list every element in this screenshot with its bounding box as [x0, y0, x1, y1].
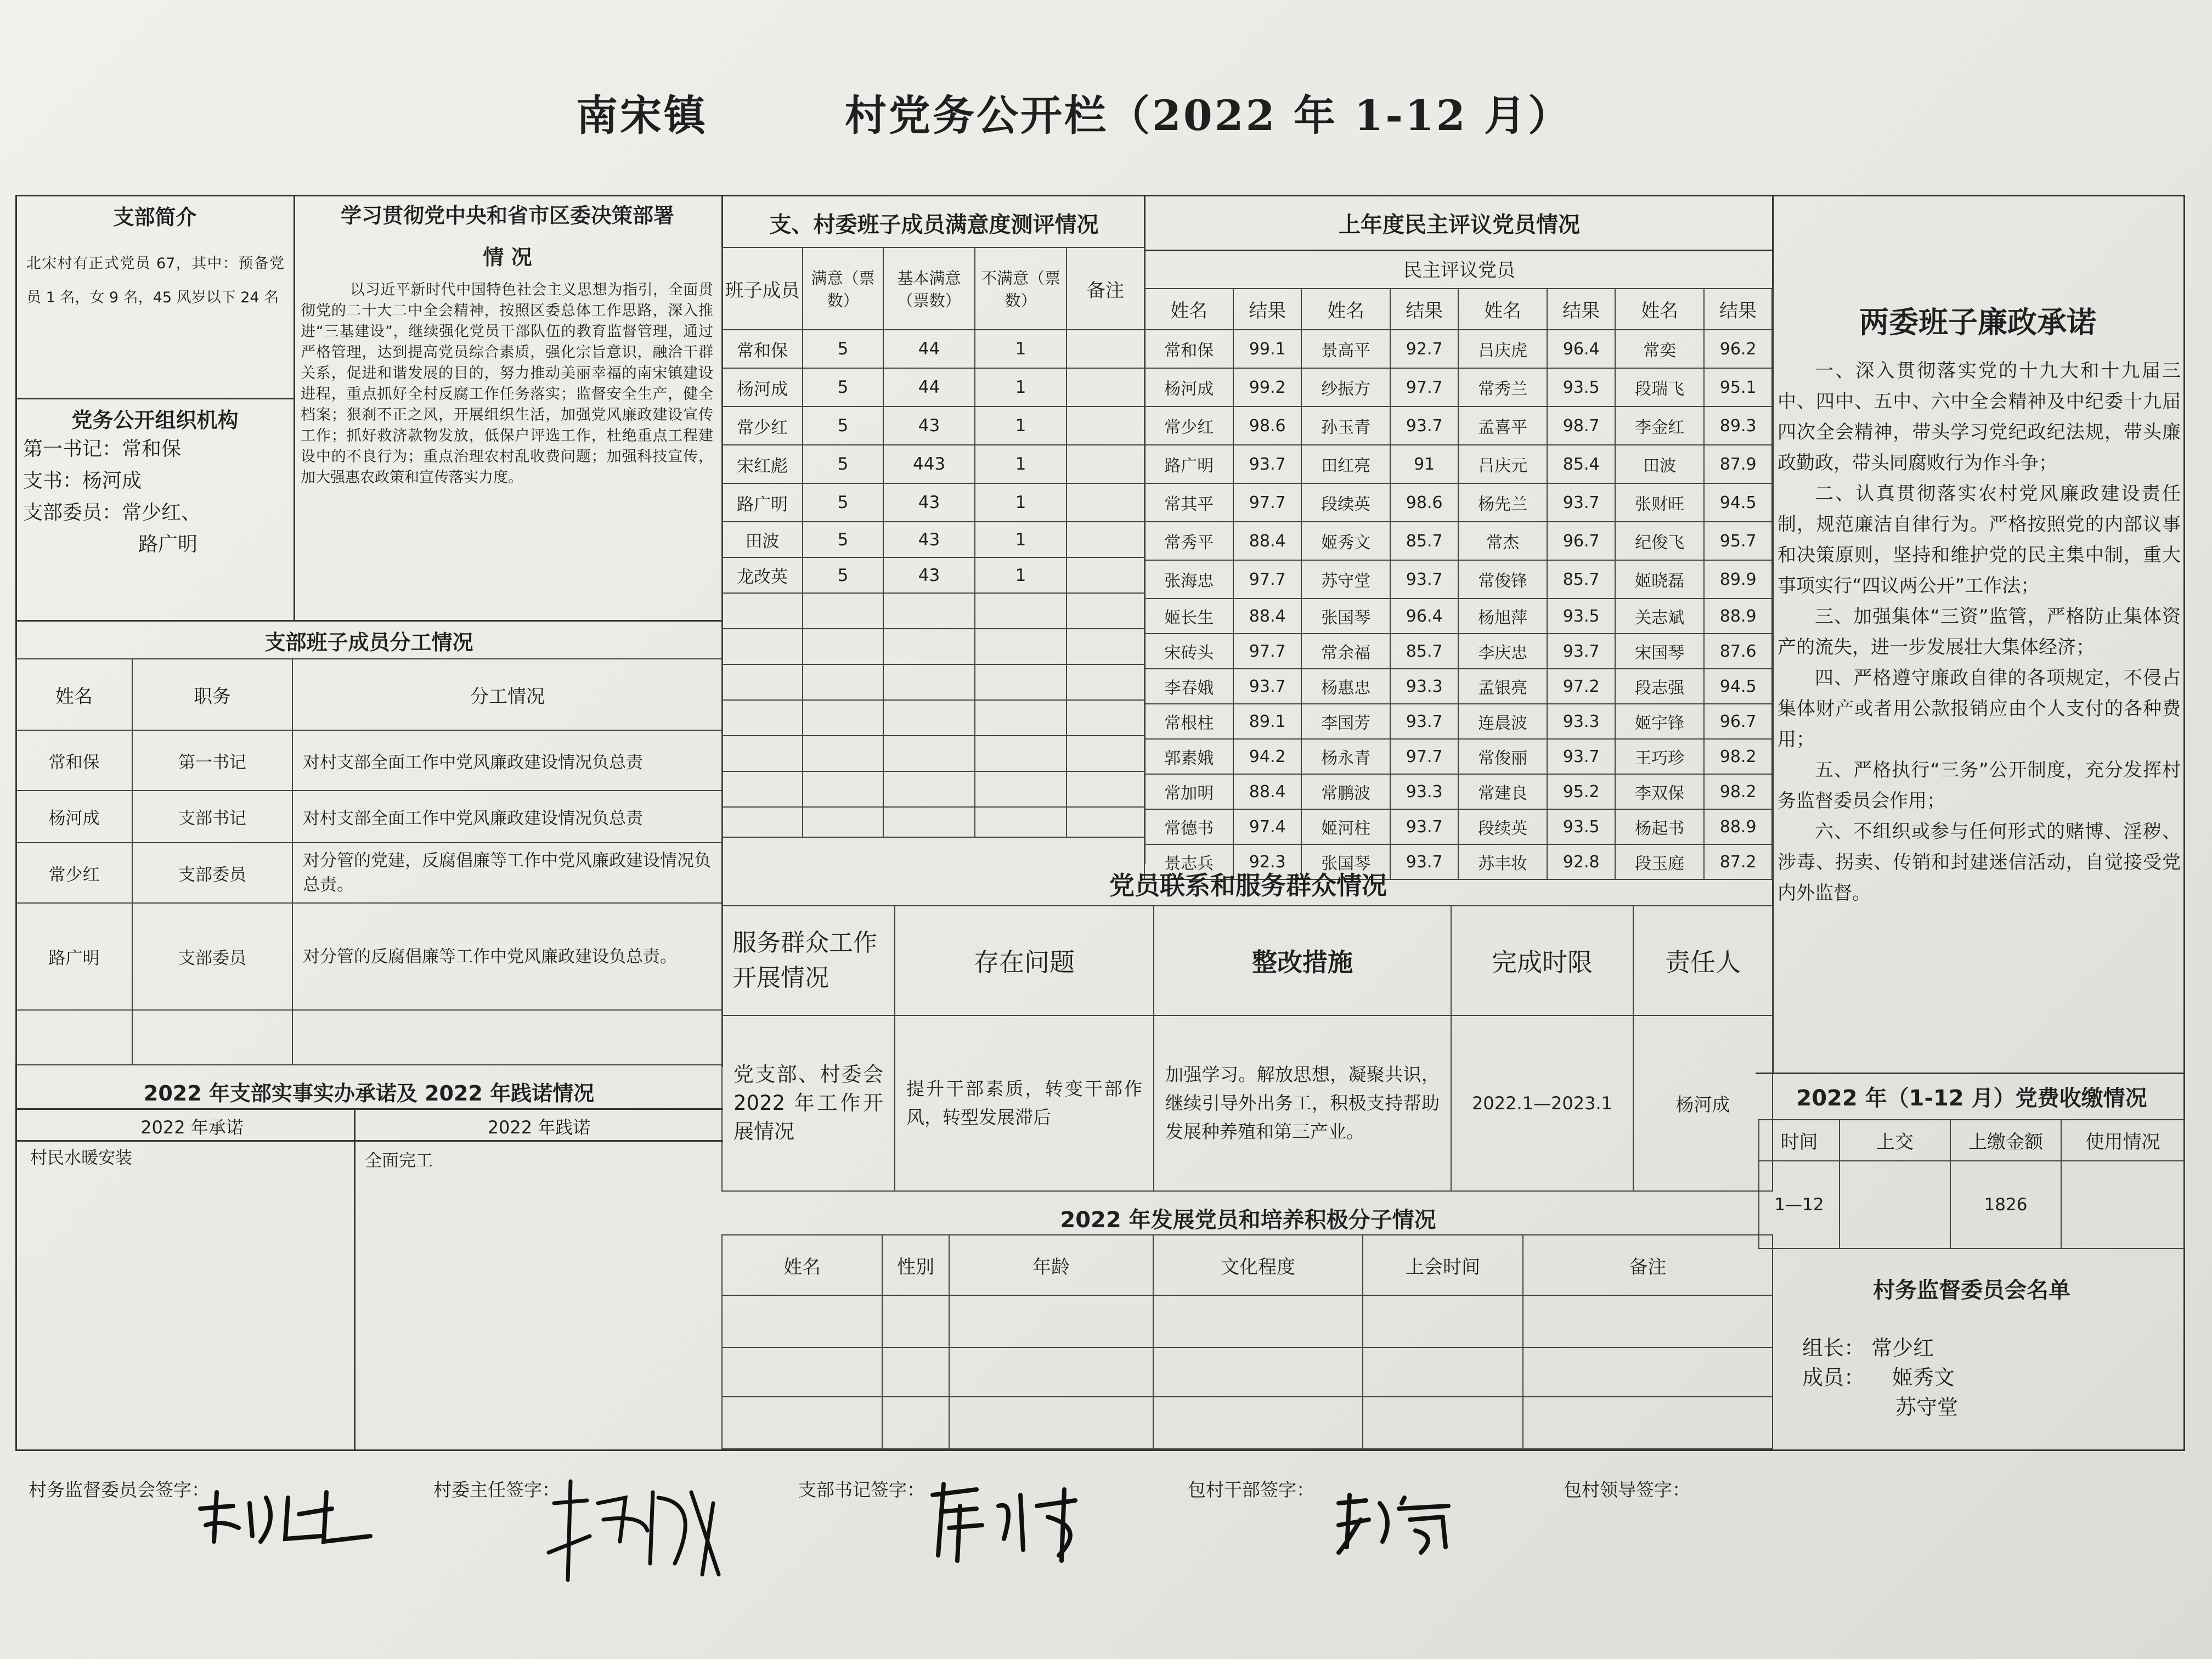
- cell-result: 93.3: [1390, 774, 1458, 809]
- cell-name: 常和保: [16, 730, 132, 791]
- cell-name: 张海忠: [1144, 560, 1233, 599]
- cell-result: 97.7: [1233, 634, 1301, 669]
- org-list: [23, 433, 201, 561]
- satisfaction-table: [721, 247, 1145, 838]
- cell-name: 纱振方: [1301, 368, 1390, 407]
- col-education: 文化程度: [1153, 1235, 1363, 1295]
- cell-owner: 杨河成: [1633, 1015, 1773, 1191]
- cell-result: 97.4: [1233, 809, 1301, 844]
- page-title: [576, 82, 1572, 142]
- table-row: 龙改英 5 43 1: [722, 557, 1144, 593]
- cell-result: 93.5: [1547, 599, 1615, 634]
- cell-name: 郭素娥: [1144, 739, 1233, 774]
- develop-table: [721, 1234, 1773, 1449]
- cell-result: 98.7: [1547, 407, 1615, 445]
- cell-name: 路广明: [16, 903, 132, 1010]
- cell-name: 孟喜平: [1458, 407, 1547, 445]
- table-row: [16, 791, 723, 843]
- cell-name: 李国芳: [1301, 704, 1390, 739]
- member: 苏守堂: [1895, 1395, 1959, 1419]
- cell-result: 95.2: [1547, 774, 1615, 809]
- cell-name: 常其平: [1144, 483, 1233, 522]
- study-heading: 学习贯彻党中央和省市区委决策部署: [340, 204, 674, 228]
- cell-result: 93.7: [1233, 669, 1301, 704]
- col-owner: 责任人: [1633, 906, 1773, 1015]
- table-row: [1144, 669, 1772, 704]
- col-result: 结果: [1390, 289, 1458, 330]
- signature-secretary: [922, 1473, 1108, 1566]
- cell-result: 91: [1390, 445, 1458, 483]
- table-row: [1144, 330, 1772, 368]
- first-secretary: 第一书记：常和保: [23, 438, 182, 460]
- col-service: 服务群众工作开展情况: [722, 906, 895, 1015]
- sig-label-leader: 包村领导签字：: [1564, 1479, 1690, 1500]
- cell-result: 93.7: [1390, 407, 1458, 445]
- divider: [1756, 1073, 2185, 1074]
- supervision-leader: 组长： 常少红: [1802, 1336, 1934, 1360]
- cell-duty: 对村支部全面工作中党风廉政建设情况负总责: [292, 730, 723, 791]
- cell-result: 93.7: [1547, 634, 1615, 669]
- division-heading: 支部班子成员分工情况: [264, 630, 473, 654]
- cell-name: 姬河柱: [1301, 809, 1390, 844]
- cell-name: 苏丰妆: [1458, 844, 1547, 879]
- cell-name: 田波: [1615, 445, 1704, 483]
- cell-name: 姬长生: [1144, 599, 1233, 634]
- cell-amount: 1826: [1950, 1161, 2061, 1249]
- table-row: [1144, 704, 1772, 739]
- cell-result: 93.7: [1547, 739, 1615, 774]
- table-row: [1144, 599, 1772, 634]
- review-heading: 上年度民主评议党员情况: [1339, 212, 1580, 238]
- cell-result: 93.7: [1390, 809, 1458, 844]
- col-result: 结果: [1547, 289, 1615, 330]
- review-subheading: 民主评议党员: [1403, 259, 1515, 281]
- col-remark: 备注: [1066, 247, 1144, 330]
- col-measure: 整改措施: [1154, 906, 1451, 1015]
- cell-name: 段玉庭: [1615, 844, 1704, 879]
- table-row: [1759, 1161, 2185, 1249]
- fees-table: [1758, 1119, 2185, 1249]
- cell-name: 张财旺: [1615, 483, 1704, 522]
- cell-result: 85.7: [1390, 634, 1458, 669]
- cell-result: 93.7: [1547, 483, 1615, 522]
- table-row: [1144, 560, 1772, 599]
- cell-result: 92.7: [1390, 330, 1458, 368]
- cell-name: 段续英: [1301, 483, 1390, 522]
- pledge-item: 一、深入贯彻落实党的十九大和十九届三中、四中、五中、六中全会精神及中纪委十九届四次全会精神，带头学习党纪政纪法规，带头廉政勤政，带头同腐败行为作斗争；: [1778, 360, 2181, 474]
- cell-result: 98.2: [1704, 739, 1772, 774]
- table-row: 常少红 5 43 1: [722, 407, 1144, 445]
- cell-name: 段瑞飞: [1615, 368, 1704, 407]
- cell-result: 97.7: [1233, 560, 1301, 599]
- secretary: 支书：杨河成: [23, 470, 142, 492]
- cell-result: 88.9: [1704, 599, 1772, 634]
- divider: [15, 398, 294, 399]
- cell-result: 93.3: [1547, 704, 1615, 739]
- cell-name: 常根柱: [1144, 704, 1233, 739]
- promise-item: 村民水暖安装: [30, 1148, 132, 1168]
- table-row: 田波 5 43 1: [722, 522, 1144, 557]
- col-name: 姓名: [16, 659, 132, 730]
- col-age: 年龄: [949, 1235, 1153, 1295]
- cell-name: 常加明: [1144, 774, 1233, 809]
- fulfil-result: 全面完工: [365, 1151, 433, 1171]
- cell-name: 常秀平: [1144, 522, 1233, 560]
- signature-cadre: [1328, 1487, 1470, 1558]
- study-text: 以习近平新时代中国特色社会主义思想为指引，全面贯彻党的二十大二中全会精神，按照区委总体工作思路，深入推进“三基建设”，继续强化党员干部队伍的教育监督管理，通过严格管理，达到提高党员综合素质，强化宗旨意识，融洽干群关系，促进和谐发展的目的，努力推动美丽幸福的南宋镇建设进程，重点抓好全村反腐工作任务落实；监督安全生产，健全档案；狠刹不正之风，开展组织生活，加强党风廉政建设宣传工作；抓好救济款物发放，低保户评选工作，杜绝重点工程建设中的不良行为；重点治理农村乱收费问题；加强科技宣传，加大强惠农政策和宣传落实力度。: [301, 281, 713, 486]
- cell-submit: [1839, 1161, 1950, 1249]
- cell-result: 95.7: [1704, 522, 1772, 560]
- col-name: 姓名: [1144, 289, 1233, 330]
- table-row: [1144, 407, 1772, 445]
- division-table: [15, 658, 723, 1065]
- pledge-list: [1778, 356, 2181, 909]
- table-row: [1144, 739, 1772, 774]
- cell-name: 张国琴: [1301, 599, 1390, 634]
- cell-result: 88.9: [1704, 809, 1772, 844]
- table-row: [16, 903, 723, 1010]
- table-row: [1144, 522, 1772, 560]
- divider: [15, 620, 723, 622]
- develop-heading: 2022 年发展党员和培养积极分子情况: [1060, 1207, 1436, 1233]
- promise-heading: 2022 年支部实事实办承诺及 2022 年践诺情况: [143, 1081, 595, 1105]
- col-name: 姓名: [1458, 289, 1547, 330]
- cell-name: 常俊丽: [1458, 739, 1547, 774]
- promise-col: 2022 年承诺: [140, 1117, 244, 1138]
- fees-heading: 2022 年（1-12 月）党费收缴情况: [1796, 1086, 2147, 1111]
- cell-name: 姬晓磊: [1615, 560, 1704, 599]
- review-table: [1144, 288, 1773, 880]
- committee-members-cont: 路广明: [138, 533, 198, 556]
- col-usage: 使用情况: [2061, 1120, 2185, 1161]
- table-row: 杨河成 5 44 1: [722, 368, 1144, 407]
- table-row: [1144, 774, 1772, 809]
- col-amount: 上缴金额: [1950, 1120, 2061, 1161]
- col-satisfied: 满意（票数）: [803, 247, 883, 330]
- cell-result: 85.4: [1547, 445, 1615, 483]
- member: 姬秀文: [1892, 1365, 1955, 1390]
- pledge-item: 五、严格执行“三务”公开制度，充分发挥村务监督委员会作用；: [1778, 759, 2181, 812]
- cell-result: 87.6: [1704, 634, 1772, 669]
- cell-name: 段志强: [1615, 669, 1704, 704]
- table-row: [722, 1015, 1773, 1191]
- divider: [15, 1140, 723, 1142]
- cell-name: 杨起书: [1615, 809, 1704, 844]
- fulfil-col: 2022 年践诺: [487, 1117, 591, 1138]
- cell-result: 93.7: [1390, 560, 1458, 599]
- branch-intro-text: 北宋村有正式党员 67，其中：预备党员 1 名，女 9 名，45 风岁以下 24 名: [26, 255, 284, 306]
- pledge-item: 三、加强集体“三资”监管，严格防止集体资产的流失，进一步发展壮大集体经济；: [1778, 606, 2181, 658]
- cell-name: 宋国琴: [1615, 634, 1704, 669]
- col-remark: 备注: [1523, 1235, 1773, 1295]
- pledge-item: 六、不组织或参与任何形式的赌博、淫秽、涉毒、拐卖、传销和封建迷信活动，自觉接受党内外监督。: [1778, 821, 2181, 904]
- cell-name: 常德书: [1144, 809, 1233, 844]
- cell-usage: [2061, 1161, 2185, 1249]
- table-row: [1144, 445, 1772, 483]
- cell-name: 景高平: [1301, 330, 1390, 368]
- cell-measure: 加强学习。解放思想，凝聚共识，继续引导外出务工，积极支持帮助发展种养殖和第三产业。: [1154, 1015, 1451, 1191]
- col-result: 结果: [1704, 289, 1772, 330]
- cell-name: 王巧珍: [1615, 739, 1704, 774]
- sig-label-director: 村委主任签字：: [433, 1479, 560, 1500]
- cell-name: 李春娥: [1144, 669, 1233, 704]
- signature-director: [538, 1470, 746, 1591]
- cell-result: 88.4: [1233, 774, 1301, 809]
- cell-result: 93.3: [1390, 669, 1458, 704]
- cell-role: 支部委员: [132, 903, 292, 1010]
- cell-name: 常杰: [1458, 522, 1547, 560]
- divider: [294, 195, 295, 620]
- cell-duty: 对村支部全面工作中党风廉政建设情况负总责: [292, 791, 723, 843]
- study-heading-2: 情 况: [483, 245, 532, 269]
- cell-result: 92.8: [1547, 844, 1615, 879]
- col-role: 职务: [132, 659, 292, 730]
- cell-result: 99.1: [1233, 330, 1301, 368]
- sig-label-cadre: 包村干部签字：: [1188, 1479, 1314, 1500]
- table-row: [16, 730, 723, 791]
- cell-result: 93.5: [1547, 809, 1615, 844]
- cell-result: 92.3: [1233, 844, 1301, 879]
- cell-result: 96.4: [1547, 330, 1615, 368]
- cell-name: 常余福: [1301, 634, 1390, 669]
- committee-members: 支部委员：常少红、: [23, 501, 201, 524]
- cell-result: 96.7: [1547, 522, 1615, 560]
- service-table: [721, 905, 1773, 1192]
- col-deadline: 完成时限: [1451, 906, 1633, 1015]
- cell-name: 常俊锋: [1458, 560, 1547, 599]
- cell-name: 李金红: [1615, 407, 1704, 445]
- cell-duty: 对分管的反腐倡廉等工作中党风廉政建设负总责。: [292, 903, 723, 1010]
- cell-name: 宋砖头: [1144, 634, 1233, 669]
- cell-result: 93.5: [1547, 368, 1615, 407]
- cell-result: 99.2: [1233, 368, 1301, 407]
- cell-result: 87.9: [1704, 445, 1772, 483]
- cell-result: 88.4: [1233, 522, 1301, 560]
- cell-name: 路广明: [1144, 445, 1233, 483]
- cell-result: 88.4: [1233, 599, 1301, 634]
- col-problem: 存在问题: [895, 906, 1154, 1015]
- cell-result: 89.3: [1704, 407, 1772, 445]
- cell-name: 姬秀文: [1301, 522, 1390, 560]
- cell-result: 85.7: [1390, 522, 1458, 560]
- col-meeting-time: 上会时间: [1363, 1235, 1523, 1295]
- col-member: 班子成员: [722, 247, 803, 330]
- cell-result: 89.1: [1233, 704, 1301, 739]
- service-heading: 党员联系和服务群众情况: [1109, 871, 1387, 900]
- cell-result: 97.7: [1233, 483, 1301, 522]
- cell-name: 田红亮: [1301, 445, 1390, 483]
- cell-name: 常秀兰: [1458, 368, 1547, 407]
- col-gender: 性别: [882, 1235, 949, 1295]
- cell-result: 95.1: [1704, 368, 1772, 407]
- cell-name: 孟银亮: [1458, 669, 1547, 704]
- table-row: 常和保 5 44 1: [722, 330, 1144, 368]
- cell-result: 87.2: [1704, 844, 1772, 879]
- satisfaction-heading: 支、村委班子成员满意度测评情况: [769, 212, 1099, 238]
- table-row: [1144, 483, 1772, 522]
- cell-result: 93.7: [1390, 844, 1458, 879]
- cell-name: 段续英: [1458, 809, 1547, 844]
- cell-result: 96.4: [1390, 599, 1458, 634]
- col-name: 姓名: [1301, 289, 1390, 330]
- col-result: 结果: [1233, 289, 1301, 330]
- town-name: 南宋镇: [576, 91, 708, 140]
- cell-name: 常少红: [16, 843, 132, 903]
- cell-name: 姬宇锋: [1615, 704, 1704, 739]
- cell-name: 杨旭萍: [1458, 599, 1547, 634]
- signature-supervision: [189, 1476, 392, 1553]
- sig-label-supervision: 村务监督委员会签字：: [29, 1479, 210, 1500]
- pledge-item: 四、严格遵守廉政自律的各项规定，不侵占集体财产或者用公款报销应由个人支付的各种费用；: [1778, 667, 2181, 751]
- table-row: [1144, 368, 1772, 407]
- cell-name: 关志斌: [1615, 599, 1704, 634]
- divider: [354, 1108, 356, 1451]
- cell-result: 85.7: [1547, 560, 1615, 599]
- supervision-heading: 村务监督委员会名单: [1873, 1278, 2070, 1303]
- cell-name: 纪俊飞: [1615, 522, 1704, 560]
- cell-name: 孙玉青: [1301, 407, 1390, 445]
- cell-time: 1—12: [1759, 1161, 1839, 1249]
- col-duty: 分工情况: [292, 659, 723, 730]
- table-row: [16, 843, 723, 903]
- cell-role: 支部委员: [132, 843, 292, 903]
- cell-service: 党支部、村委会 2022 年工作开展情况: [722, 1015, 895, 1191]
- cell-role: 支部书记: [132, 791, 292, 843]
- sig-label-secretary: 支部书记签字：: [798, 1479, 925, 1500]
- cell-name: 景志兵: [1144, 844, 1233, 879]
- cell-name: 常和保: [1144, 330, 1233, 368]
- branch-intro-heading: 支部简介: [113, 205, 197, 229]
- cell-name: 连晨波: [1458, 704, 1547, 739]
- col-basic: 基本满意（票数）: [883, 247, 975, 330]
- col-unsatisfied: 不满意（票数）: [975, 247, 1066, 330]
- cell-result: 96.7: [1704, 704, 1772, 739]
- divider: [15, 1108, 723, 1110]
- table-row: [1144, 634, 1772, 669]
- supervision-list: [1802, 1333, 1958, 1422]
- cell-result: 89.9: [1704, 560, 1772, 599]
- cell-result: 97.7: [1390, 368, 1458, 407]
- cell-name: 常建良: [1458, 774, 1547, 809]
- table-row: [1144, 809, 1772, 844]
- cell-result: 94.5: [1704, 483, 1772, 522]
- cell-result: 94.5: [1704, 669, 1772, 704]
- cell-result: 93.7: [1390, 704, 1458, 739]
- cell-deadline: 2022.1—2023.1: [1451, 1015, 1633, 1191]
- cell-name: 常奕: [1615, 330, 1704, 368]
- cell-problem: 提升干部素质，转变干部作风，转型发展滞后: [895, 1015, 1154, 1191]
- cell-result: 93.7: [1233, 445, 1301, 483]
- cell-name: 杨河成: [16, 791, 132, 843]
- board-title: 村党务公开栏（2022 年 1-12 月）: [845, 91, 1572, 140]
- cell-duty: 对分管的党建，反腐倡廉等工作中党风廉政建设情况负总责。: [292, 843, 723, 903]
- col-time: 时间: [1759, 1120, 1839, 1161]
- cell-role: 第一书记: [132, 730, 292, 791]
- table-row: 宋红彪 5 443 1: [722, 445, 1144, 483]
- cell-name: 吕庆虎: [1458, 330, 1547, 368]
- cell-result: 97.2: [1547, 669, 1615, 704]
- cell-name: 常鹏波: [1301, 774, 1390, 809]
- cell-result: 96.2: [1704, 330, 1772, 368]
- col-name: 姓名: [1615, 289, 1704, 330]
- col-name: 姓名: [722, 1235, 882, 1295]
- cell-name: 常少红: [1144, 407, 1233, 445]
- cell-result: 98.6: [1233, 407, 1301, 445]
- cell-result: 97.7: [1390, 739, 1458, 774]
- cell-name: 杨河成: [1144, 368, 1233, 407]
- cell-name: 李庆忠: [1458, 634, 1547, 669]
- divider: [1144, 250, 1772, 251]
- cell-name: 杨先兰: [1458, 483, 1547, 522]
- members-label: 成员：: [1802, 1365, 1865, 1390]
- pledge-heading: 两委班子廉政承诺: [1859, 305, 2096, 340]
- col-submit: 上交: [1839, 1120, 1950, 1161]
- cell-name: 李双保: [1615, 774, 1704, 809]
- cell-result: 98.6: [1390, 483, 1458, 522]
- cell-name: 苏守堂: [1301, 560, 1390, 599]
- cell-name: 杨永青: [1301, 739, 1390, 774]
- cell-result: 94.2: [1233, 739, 1301, 774]
- pledge-item: 二、认真贯彻落实农村党风廉政建设责任制，规范廉洁自律行为。严格按照党的内部议事和决策原则，坚持和维护党的民主集中制，重大事项实行“四议两公开”工作法；: [1778, 483, 2181, 597]
- org-heading: 党务公开组织机构: [71, 408, 239, 432]
- table-row: 路广明 5 43 1: [722, 483, 1144, 522]
- cell-name: 张国琴: [1301, 844, 1390, 879]
- cell-name: 吕庆元: [1458, 445, 1547, 483]
- cell-result: 98.2: [1704, 774, 1772, 809]
- cell-name: 杨惠忠: [1301, 669, 1390, 704]
